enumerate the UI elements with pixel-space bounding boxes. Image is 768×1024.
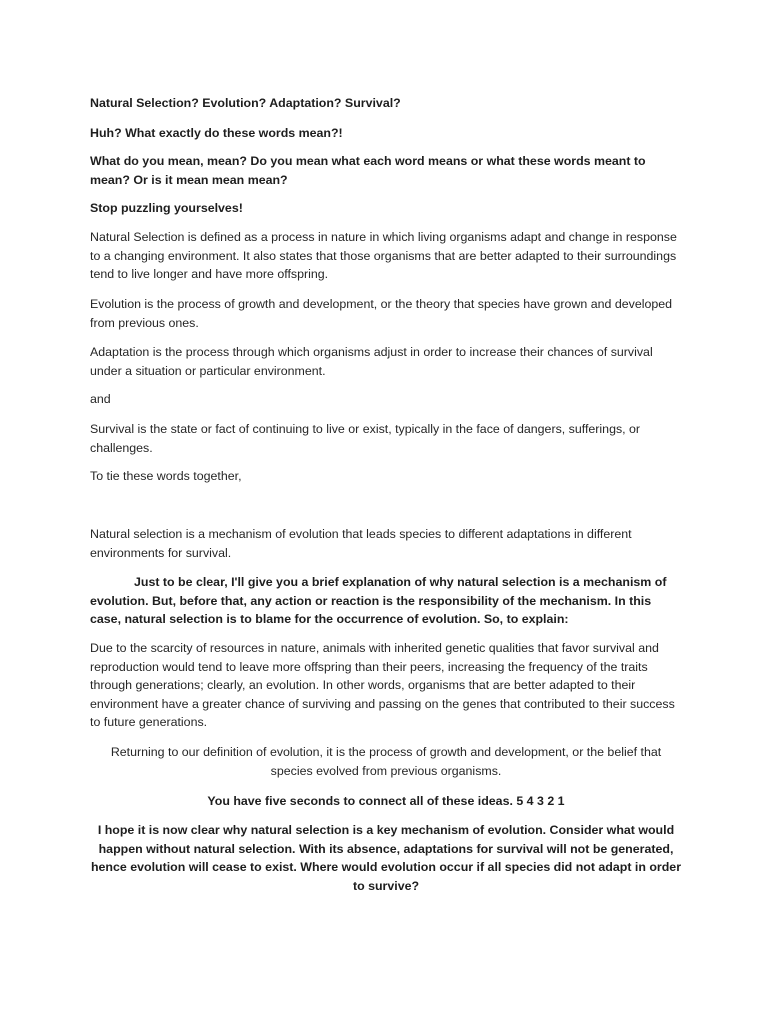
paragraph-evolution-definition: Evolution is the process of growth and development, or the theory that species have grown and developed from previous ones. — [90, 297, 673, 330]
paragraph-mechanism-statement: Natural selection is a mechanism of evolution that leads species to different adaptations in different environments for survival. — [90, 527, 632, 560]
heading-questions: Natural Selection? Evolution? Adaptation? Survival? — [90, 96, 401, 110]
paragraph-scarcity-explanation: Due to the scarcity of resources in nature, animals with inherited genetic qualities that favor survival and reproduction would tend to leave more offspring than their peers, increasing the frequency of the traits through generations; clearly, an evolution. In other words, organisms that are better adapted to their environment have a greater chance of surviving and passing on the genes that contributed to their success to future generations. — [90, 641, 675, 730]
paragraph-stop-puzzling: Stop puzzling yourselves! — [90, 201, 243, 215]
paragraph-adaptation-definition: Adaptation is the process through which organisms adjust in order to increase their chances of survival under a situation or particular environment. — [90, 345, 653, 378]
paragraph-natural-selection-definition: Natural Selection is defined as a process in nature in which living organisms adapt and change in response to a changing environment. It also states that those organisms that are better adapted to their surroundings tend to live longer and have more offspring. — [90, 230, 677, 282]
paragraph-and: and — [90, 392, 111, 406]
paragraph-explanation-intro: Just to be clear, I'll give you a brief explanation of why natural selection is a mechanism of evolution. But, before that, any action or reaction is the responsibility of the mechanism. In this case, natural selection is to blame for the occurrence of evolution. So, to explain: — [90, 575, 667, 627]
paragraph-conclusion: I hope it is now clear why natural selection is a key mechanism of evolution. Consider what would happen without natural selection. With its absence, adaptations for survival will not be generated, hence evolution will cease to exist. Where would evolution occur if all species did not adapt in order to survive? — [90, 823, 682, 893]
paragraph-tie-together: To tie these words together, — [90, 469, 242, 483]
paragraph-returning-definition: Returning to our definition of evolution, it is the process of growth and development, or the belief that species evolved from previous organisms. — [110, 745, 662, 778]
paragraph-countdown: You have five seconds to connect all of these ideas. 5 4 3 2 1 — [207, 794, 565, 808]
paragraph-mean: What do you mean, mean? Do you mean what each word means or what these words meant to mean? Or is it mean mean mean? — [90, 154, 646, 187]
paragraph-huh: Huh? What exactly do these words mean?! — [90, 126, 343, 140]
paragraph-survival-definition: Survival is the state or fact of continuing to live or exist, typically in the face of dangers, sufferings, or challenges. — [90, 422, 641, 455]
